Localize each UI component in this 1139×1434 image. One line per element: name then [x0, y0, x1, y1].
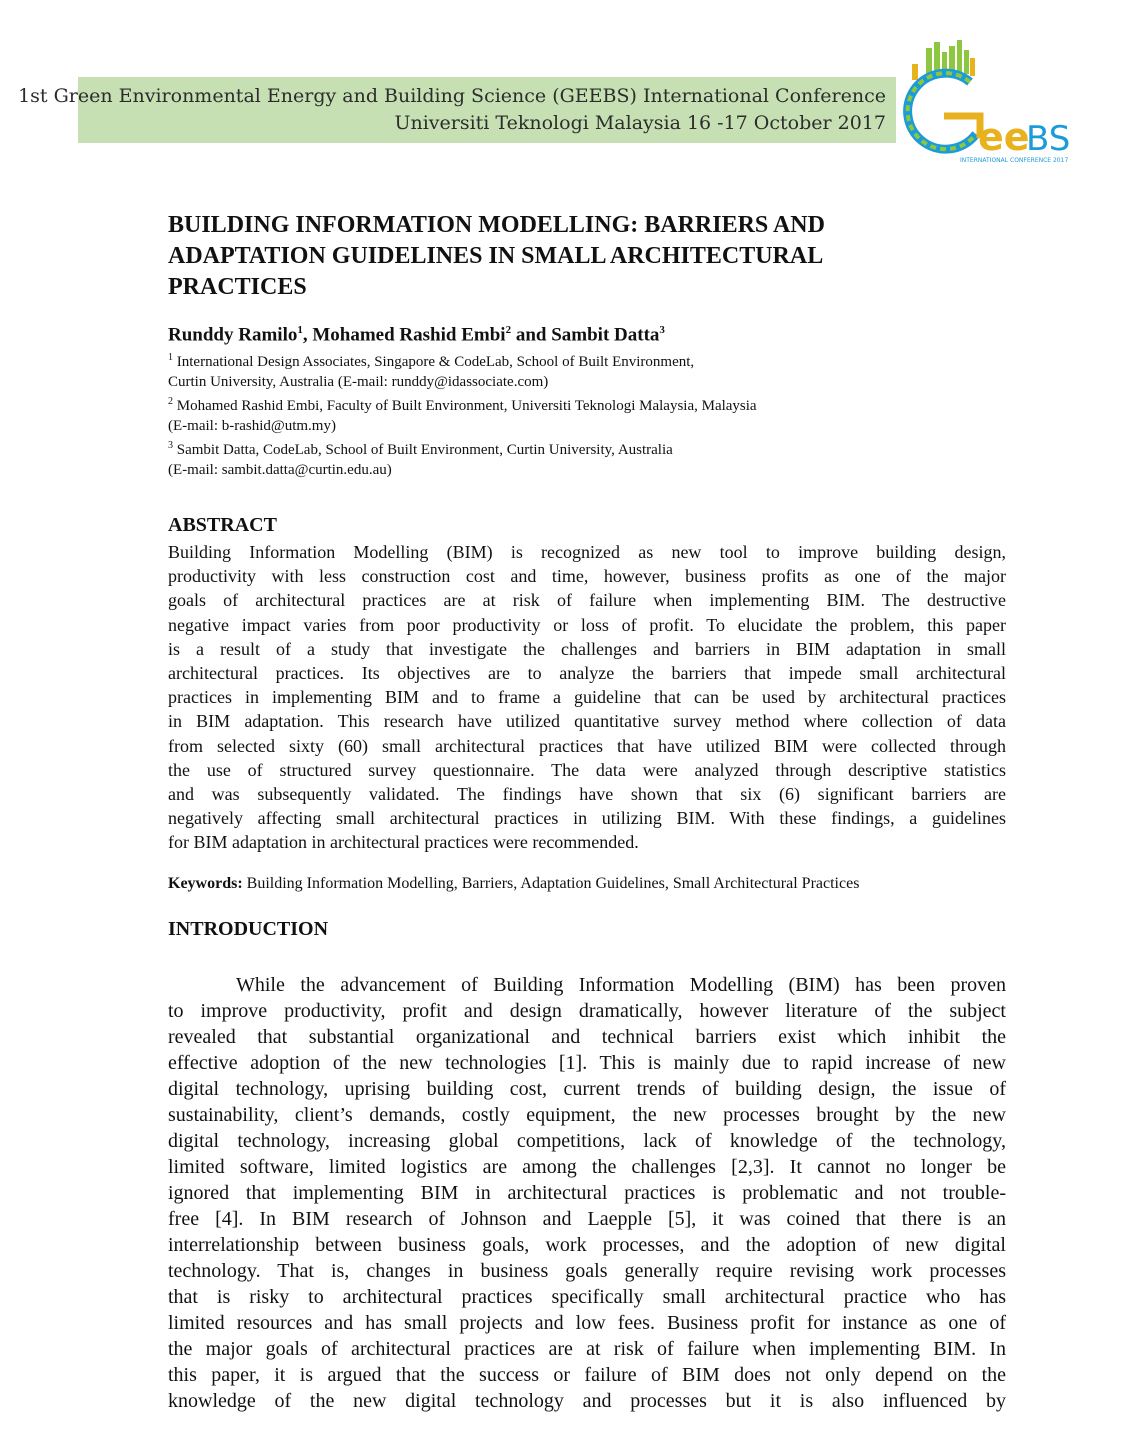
keywords-label: Keywords: — [168, 875, 243, 892]
abstract-line: and was subsequently validated. The findings have shown that six (6) significant barriers are — [168, 784, 1006, 805]
conference-title: 1st Green Environmental Energy and Building Science (GEEBS) International Conference — [18, 85, 886, 107]
author-separator: , — [302, 324, 313, 346]
geebs-logo — [898, 38, 1090, 170]
title-line: ADAPTATION GUIDELINES IN SMALL ARCHITECTURAL — [168, 243, 824, 269]
affiliation-line — [168, 348, 968, 372]
abstract-line: in BIM adaptation. This research have utilized quantitative survey method where collection of data — [168, 711, 1006, 732]
intro-line: revealed that substantial organizational and technical barriers exist which inhibit the — [168, 1026, 1006, 1048]
affiliation-mark: 3 — [659, 324, 665, 336]
intro-line: effective adoption of the new technologies [1]. This is mainly due to rapid increase of new — [168, 1052, 1006, 1074]
abstract-line: goals of architectural practices are at risk of failure when implementing BIM. The destructive — [168, 590, 1006, 611]
affiliation-mark: 1 — [297, 324, 303, 336]
abstract-line: Building Information Modelling (BIM) is recognized as new tool to improve building design, — [168, 542, 1006, 562]
abstract-line: practices in implementing BIM and to frame a guideline that can be used by architectural practices — [168, 687, 1006, 708]
affiliations — [168, 348, 968, 480]
intro-line: limited software, limited logistics are among the challenges [2,3]. It cannot no longer be — [168, 1156, 1006, 1178]
abstract-heading: ABSTRACT — [168, 514, 277, 536]
abstract-line: for BIM adaptation in architectural practices were recommended. — [168, 832, 639, 853]
intro-line: limited resources and has small projects and low fees. Business profit for instance as one of — [168, 1312, 1006, 1334]
affiliation-mark: 2 — [168, 396, 173, 407]
intro-line: free [4]. In BIM research of Johnson and Laepple [5], it was coined that there is an — [168, 1208, 1006, 1230]
introduction-body — [168, 972, 1006, 1414]
keywords — [168, 875, 859, 893]
abstract-line: productivity with less construction cost and time, however, business profits as one of the major — [168, 566, 1006, 587]
affiliation-line: (E-mail: b-rashid@utm.my) — [168, 418, 336, 434]
paper-title — [168, 210, 948, 303]
intro-line: technology. That is, changes in business goals generally require revising work processes — [168, 1260, 1006, 1282]
intro-line: digital technology, uprising building cost, current trends of building design, the issue of — [168, 1078, 1006, 1100]
intro-line: knowledge of the new digital technology and processes but it is also influenced by — [168, 1390, 1006, 1412]
geebs-logo-graphic — [898, 38, 1090, 170]
author-separator: and — [511, 324, 552, 346]
intro-line: this paper, it is argued that the success or failure of BIM does not only depend on the — [168, 1364, 1006, 1386]
intro-line: digital technology, increasing global competitions, lack of knowledge of the technology, — [168, 1130, 1006, 1152]
svg-text:BS: BS — [1026, 119, 1071, 159]
keywords-text: Building Information Modelling, Barriers, Adaptation Guidelines, Small Architectural Practices — [242, 875, 860, 892]
introduction-heading: INTRODUCTION — [168, 918, 329, 940]
intro-line: that is risky to architectural practices specifically small architectural practice who has — [168, 1286, 1006, 1308]
conference-banner — [18, 77, 896, 143]
abstract-body — [168, 540, 1006, 855]
logo-subtext: INTERNATIONAL CONFERENCE 2017 — [960, 157, 1069, 164]
intro-line: ignored that implementing BIM in architectural practices is problematic and not trouble- — [168, 1182, 1006, 1204]
svg-text:ee: ee — [978, 115, 1030, 159]
abstract-line: the use of structured survey questionnaire. The data were analyzed through descriptive statistics — [168, 759, 1006, 780]
author-list — [168, 324, 665, 346]
abstract-line: negatively affecting small architectural practices in utilizing BIM. With these findings, a guidelines — [168, 808, 1006, 829]
affiliation-text: Mohamed Rashid Embi, Faculty of Built Environment, Universiti Teknologi Malaysia, Malaysia — [173, 398, 757, 414]
affiliation-text: International Design Associates, Singapore & CodeLab, School of Built Environment, — [173, 354, 695, 370]
author-name: Sambit Datta — [551, 324, 660, 346]
affiliation-line: (E-mail: sambit.datta@curtin.edu.au) — [168, 462, 392, 478]
title-line: PRACTICES — [168, 274, 307, 300]
affiliation-line — [168, 436, 968, 460]
abstract-line: is a result of a study that investigate the challenges and barriers in BIM adaptation in small — [168, 638, 1006, 659]
affiliation-line — [168, 392, 968, 416]
author-name: Mohamed Rashid Embi — [312, 324, 506, 346]
title-line: BUILDING INFORMATION MODELLING: BARRIERS AND — [168, 212, 825, 238]
abstract-line: architectural practices. Its objectives are to analyze the barriers that impede small architectural — [168, 663, 1006, 684]
intro-line: While the advancement of Building Information Modelling (BIM) has been proven — [236, 974, 1006, 996]
intro-line: the major goals of architectural practices are at risk of failure when implementing BIM. In — [168, 1338, 1006, 1360]
affiliation-mark: 3 — [168, 440, 173, 451]
abstract-line: negative impact varies from poor productivity or loss of profit. To elucidate the problem, this paper — [168, 614, 1006, 635]
abstract-line: from selected sixty (60) small architectural practices that have utilized BIM were collected through — [168, 735, 1006, 756]
intro-line: interrelationship between business goals, work processes, and the adoption of new digital — [168, 1234, 1006, 1256]
intro-line: to improve productivity, profit and design dramatically, however literature of the subject — [168, 1000, 1006, 1022]
affiliation-mark: 1 — [168, 352, 173, 363]
conference-venue-date: Universiti Teknologi Malaysia 16 -17 October 2017 — [394, 112, 886, 134]
affiliation-line: Curtin University, Australia (E-mail: runddy@idassociate.com) — [168, 374, 549, 390]
author-name: Runddy Ramilo — [168, 324, 298, 346]
intro-line: sustainability, client’s demands, costly equipment, the new processes brought by the new — [168, 1104, 1006, 1126]
affiliation-mark: 2 — [505, 324, 512, 336]
affiliation-text: Sambit Datta, CodeLab, School of Built Environment, Curtin University, Australia — [173, 442, 673, 458]
